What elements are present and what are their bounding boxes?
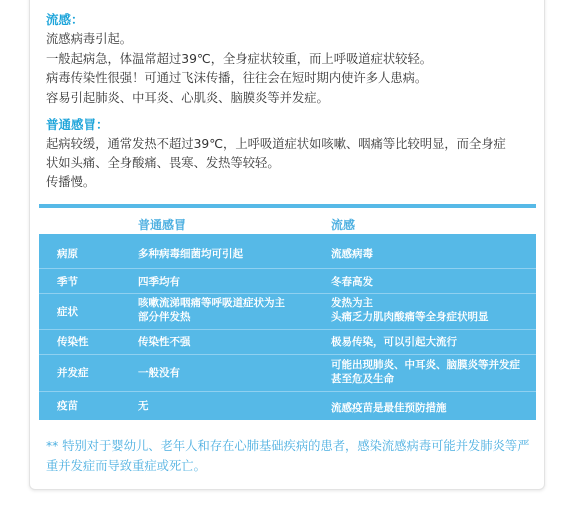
flu-line: 流感病毒引起。 — [46, 32, 133, 46]
flu-cell: 流感疫苗是最佳预防措施 — [331, 402, 447, 414]
table-row — [39, 240, 536, 268]
flu-line: 容易引起肺炎、中耳炎、心肌炎、脑膜炎等并发症。 — [46, 91, 329, 105]
cold-line: 传播慢。 — [46, 175, 96, 189]
row-label: 病原 — [57, 248, 78, 260]
cold-section-title: 普通感冒： — [46, 117, 109, 132]
flu-cell-line: 头痛乏力肌肉酸痛等全身症状明显 — [331, 311, 489, 323]
flu-line: 一般起病急，体温常超过39℃，全身症状较重，而上呼吸道症状较轻。 — [46, 52, 433, 66]
row-label: 疫苗 — [57, 400, 78, 412]
table-header-cold: 普通感冒 — [138, 218, 187, 232]
row-label: 症状 — [57, 306, 78, 318]
table-header-row — [39, 204, 536, 234]
flu-cell — [331, 358, 531, 386]
row-label: 传染性 — [57, 336, 89, 348]
cold-cell — [138, 296, 308, 324]
cold-cell: 无 — [138, 400, 149, 412]
comparison-table — [39, 204, 536, 420]
table-header-flu: 流感 — [331, 218, 356, 232]
cold-cell: 一般没有 — [138, 367, 180, 379]
flu-cell: 极易传染，可以引起大流行 — [331, 336, 457, 348]
flu-cell: 流感病毒 — [331, 248, 373, 260]
row-divider — [39, 268, 536, 269]
cold-line: 起病较缓，通常发热不超过39℃，上呼吸道症状如咳嗽、咽痛等比较明显，而全身症 — [46, 137, 506, 151]
row-label: 并发症 — [57, 367, 89, 379]
flu-cell-line: 可能出现肺炎、中耳炎、脑膜炎等并发症 — [331, 359, 520, 371]
cold-cell: 多种病毒细菌均可引起 — [138, 248, 243, 260]
cold-cell: 四季均有 — [138, 276, 180, 288]
flu-cell-line: 发热为主 — [331, 297, 373, 309]
table-row — [39, 330, 536, 354]
row-label: 季节 — [57, 276, 78, 288]
table-row — [39, 294, 536, 328]
flu-cell-line: 甚至危及生命 — [331, 373, 394, 385]
cold-cell: 传染性不强 — [138, 336, 191, 348]
flu-cell — [331, 296, 531, 324]
table-row — [39, 355, 536, 390]
footnote: ** 特别对于婴幼儿、老年人和存在心肺基础疾病的患者，感染流感病毒可能并发肺炎等严重并发症而导致重症或死亡。 — [46, 439, 530, 473]
flu-cell: 冬春高发 — [331, 276, 373, 288]
table-row — [39, 270, 536, 294]
flu-section-title: 流感： — [46, 12, 84, 27]
cold-cell-line: 咳嗽流涕咽痛等呼吸道症状为主 — [138, 297, 285, 309]
table-row — [39, 392, 536, 420]
flu-line: 病毒传染性很强！可通过飞沫传播，往往会在短时期内使许多人患病。 — [46, 71, 428, 85]
cold-line: 状如头痛、全身酸痛、畏寒、发热等较轻。 — [46, 156, 280, 170]
cold-cell-line: 部分伴发热 — [138, 311, 191, 323]
